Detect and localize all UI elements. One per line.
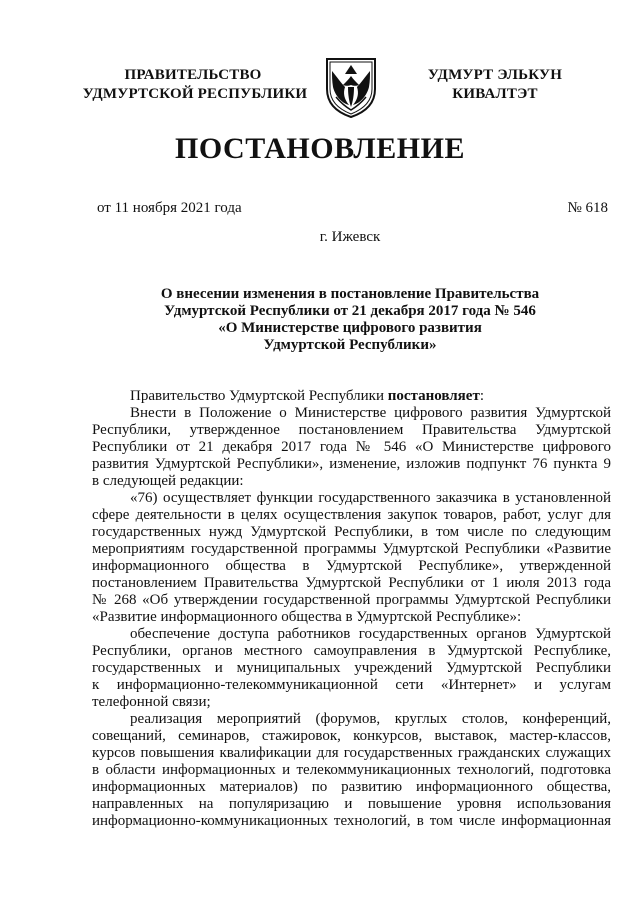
body-line: Республики, утвержденное постановлением Правительства Удмуртской xyxy=(92,422,611,438)
body-line: направленных на популяризацию и повышение уровня использования xyxy=(92,796,611,812)
body-line: постановлением Правительства Удмуртской Республики от 1 июля 2013 года xyxy=(92,575,611,591)
body-line: государственных нужд Удмуртской Республики, в том числе по следующим xyxy=(92,524,611,540)
body-line: № 268 «Об утверждении государственной программы Удмуртской Республики xyxy=(92,592,611,608)
document-city: г. Ижевск xyxy=(319,229,381,245)
intro-text: Правительство Удмуртской Республики xyxy=(130,388,388,404)
header-left-line1: ПРАВИТЕЛЬСТВО xyxy=(124,67,262,83)
header-left xyxy=(60,66,330,104)
header-right xyxy=(400,66,590,104)
document-title: ПОСТАНОВЛЕНИЕ xyxy=(175,132,465,165)
coat-of-arms-emblem xyxy=(323,55,379,119)
body-line: к информационно-телекоммуникационной сети «Интернет» и услугам xyxy=(92,677,611,693)
body-line: мероприятиям государственной программы Удмуртской Республики «Развитие xyxy=(92,541,611,557)
body-line: государственных и муниципальных учреждений Удмуртской Республики xyxy=(92,660,611,676)
body-line: совещаний, семинаров, стажировок, конкурсов, выставок, мастер-классов, xyxy=(92,728,611,744)
document-body xyxy=(92,388,611,830)
body-line: сфере деятельности в целях осуществления закупок товаров, работ, услуг для xyxy=(92,507,611,523)
header-right-line1: УДМУРТ ЭЛЬКУН xyxy=(427,67,563,83)
intro-colon: : xyxy=(479,388,484,404)
body-intro xyxy=(92,388,611,405)
subject-line: «О Министерстве цифрового развития xyxy=(218,320,482,336)
body-line: развития Удмуртской Республики», изменение, изложив подпункт 76 пункта 9 xyxy=(92,456,611,472)
body-line: «Развитие информационного общества в Удмуртской Республике»: xyxy=(92,609,522,625)
document-number: № 618 xyxy=(567,200,608,216)
subject-line: О внесении изменения в постановление Правительства xyxy=(160,286,540,302)
body-line: «76) осуществляет функции государственного заказчика в установленной xyxy=(130,490,611,506)
body-line: Республики, органов местного самоуправления в Удмуртской Республике, xyxy=(92,643,611,659)
body-line: Республики от 21 декабря 2017 года № 546 «О Министерстве цифрового xyxy=(92,439,611,455)
body-line: информационно-коммуникационных технологий, в том числе информационная xyxy=(92,813,611,829)
body-line: в области информационных и телекоммуникационных технологий, подготовка xyxy=(92,762,611,778)
body-line: реализация мероприятий (форумов, круглых столов, конференций, xyxy=(130,711,611,727)
document-date: от 11 ноября 2021 года xyxy=(97,200,242,216)
header-right-line2: КИВАЛТЭТ xyxy=(452,86,538,102)
body-line: в следующей редакции: xyxy=(92,473,244,489)
body-line: информационных материалов) по развитию информационного общества, xyxy=(92,779,611,795)
body-line: обеспечение доступа работников государственных органов Удмуртской xyxy=(130,626,611,642)
subject-line: Удмуртской Республики» xyxy=(263,337,437,353)
body-line: телефонной связи; xyxy=(92,694,211,710)
document-subject xyxy=(100,286,600,354)
subject-line: Удмуртской Республики от 21 декабря 2017 года № 546 xyxy=(164,303,536,319)
body-line: курсов повышения квалификации для государственных гражданских служащих xyxy=(92,745,611,761)
body-line: Внести в Положение о Министерстве цифрового развития Удмуртской xyxy=(130,405,611,421)
header-left-line2: УДМУРТСКОЙ РЕСПУБЛИКИ xyxy=(82,86,308,102)
body-line: информационного общества в Удмуртской Республике», утвержденной xyxy=(92,558,611,574)
intro-bold: постановляет xyxy=(387,388,480,404)
